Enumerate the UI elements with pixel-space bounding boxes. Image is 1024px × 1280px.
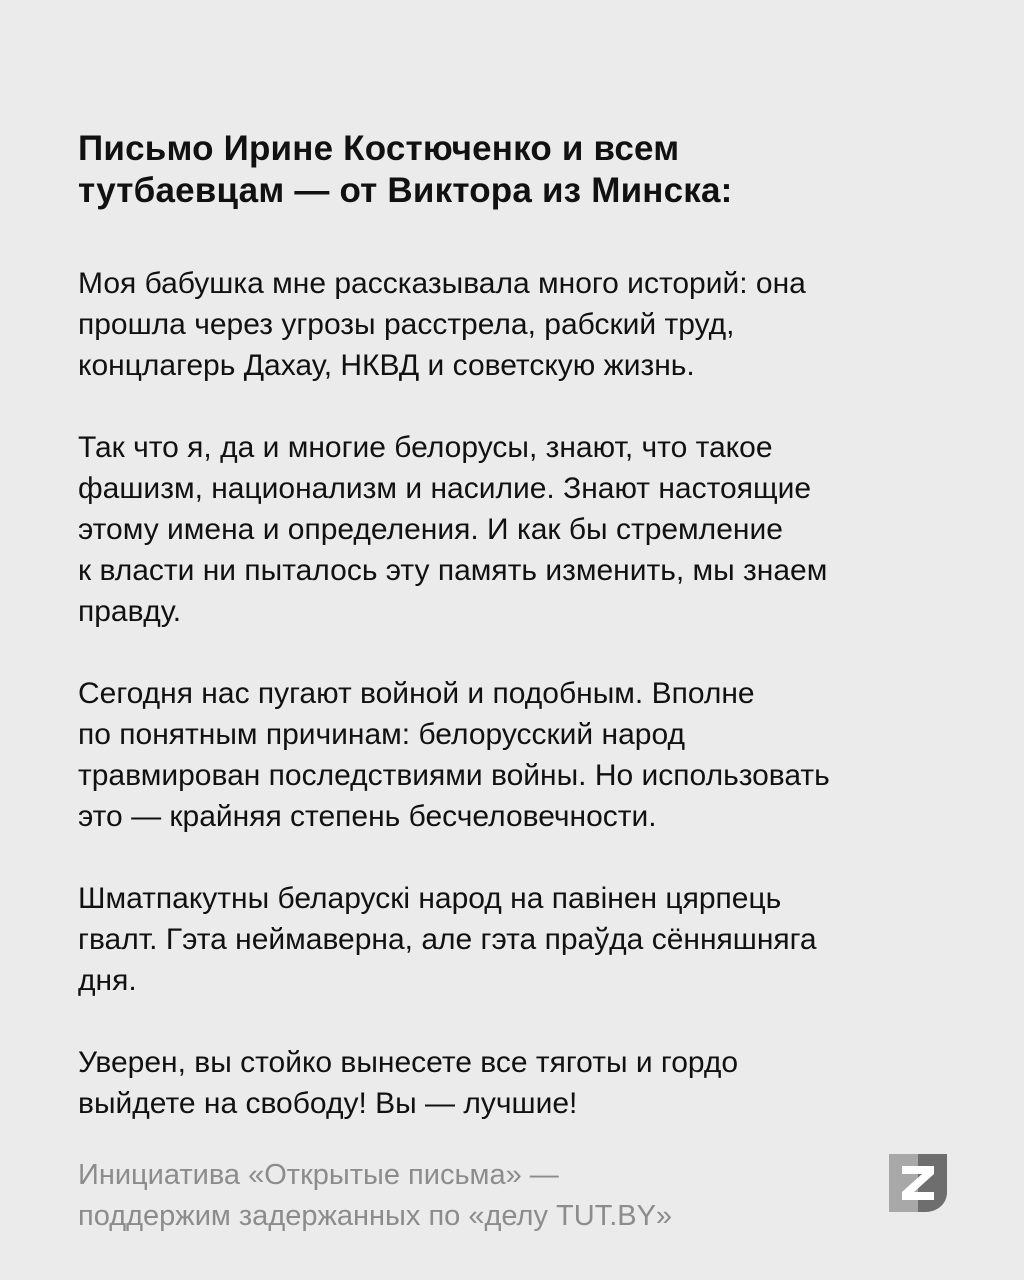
paragraph-line: по понятным причинам: белорусский народ [78, 718, 685, 751]
paragraph-2 [78, 427, 958, 632]
paragraph-line: прошла через угрозы расстрела, рабский труд, [78, 308, 735, 341]
zerkalo-z-logo-icon [887, 1152, 949, 1214]
paragraph-line: Шматпакутны беларускі народ на павінен цярпець [78, 882, 782, 915]
paragraph-line: дня. [78, 964, 137, 997]
title-line: Письмо Ирине Костюченко и всем [78, 129, 680, 168]
paragraph-line: выйдете на свободу! Вы — лучшие! [78, 1087, 578, 1120]
paragraph-line: фашизм, национализм и насилие. Знают настоящие [78, 472, 812, 505]
paragraph-4 [78, 878, 958, 1001]
paragraph-3 [78, 673, 958, 837]
paragraph-line: Уверен, вы стойко вынесете все тяготы и гордо [78, 1046, 739, 1079]
initiative-footer [78, 1155, 858, 1237]
paragraph-line: этому имена и определения. И как бы стремление [78, 513, 783, 546]
paragraph-5 [78, 1042, 958, 1124]
title-line: тутбаевцам — от Виктора из Минска: [78, 171, 733, 210]
paragraph-line: Сегодня нас пугают войной и подобным. Вполне [78, 677, 755, 710]
paragraph-line: концлагерь Дахау, НКВД и советскую жизнь. [78, 349, 695, 382]
paragraph-line: к власти ни пыталось эту память изменить, мы знаем [78, 554, 828, 587]
letter-title [78, 128, 938, 212]
paragraph-line: Моя бабушка мне рассказывала много историй: она [78, 267, 806, 300]
footer-line: поддержим задержанных по «делу TUT.BY» [78, 1200, 673, 1232]
paragraph-line: Так что я, да и многие белорусы, знают, что такое [78, 431, 773, 464]
logo-svg [887, 1152, 949, 1214]
letter-body [78, 263, 958, 1165]
paragraph-line: правду. [78, 595, 182, 628]
paragraph-line: травмирован последствиями войны. Но использовать [78, 759, 830, 792]
paragraph-1 [78, 263, 958, 386]
paragraph-line: это — крайняя степень бесчеловечности. [78, 800, 657, 833]
footer-line: Инициатива «Открытые письма» — [78, 1159, 559, 1191]
paragraph-line: гвалт. Гэта неймаверна, але гэта праўда сённяшняга [78, 923, 817, 956]
